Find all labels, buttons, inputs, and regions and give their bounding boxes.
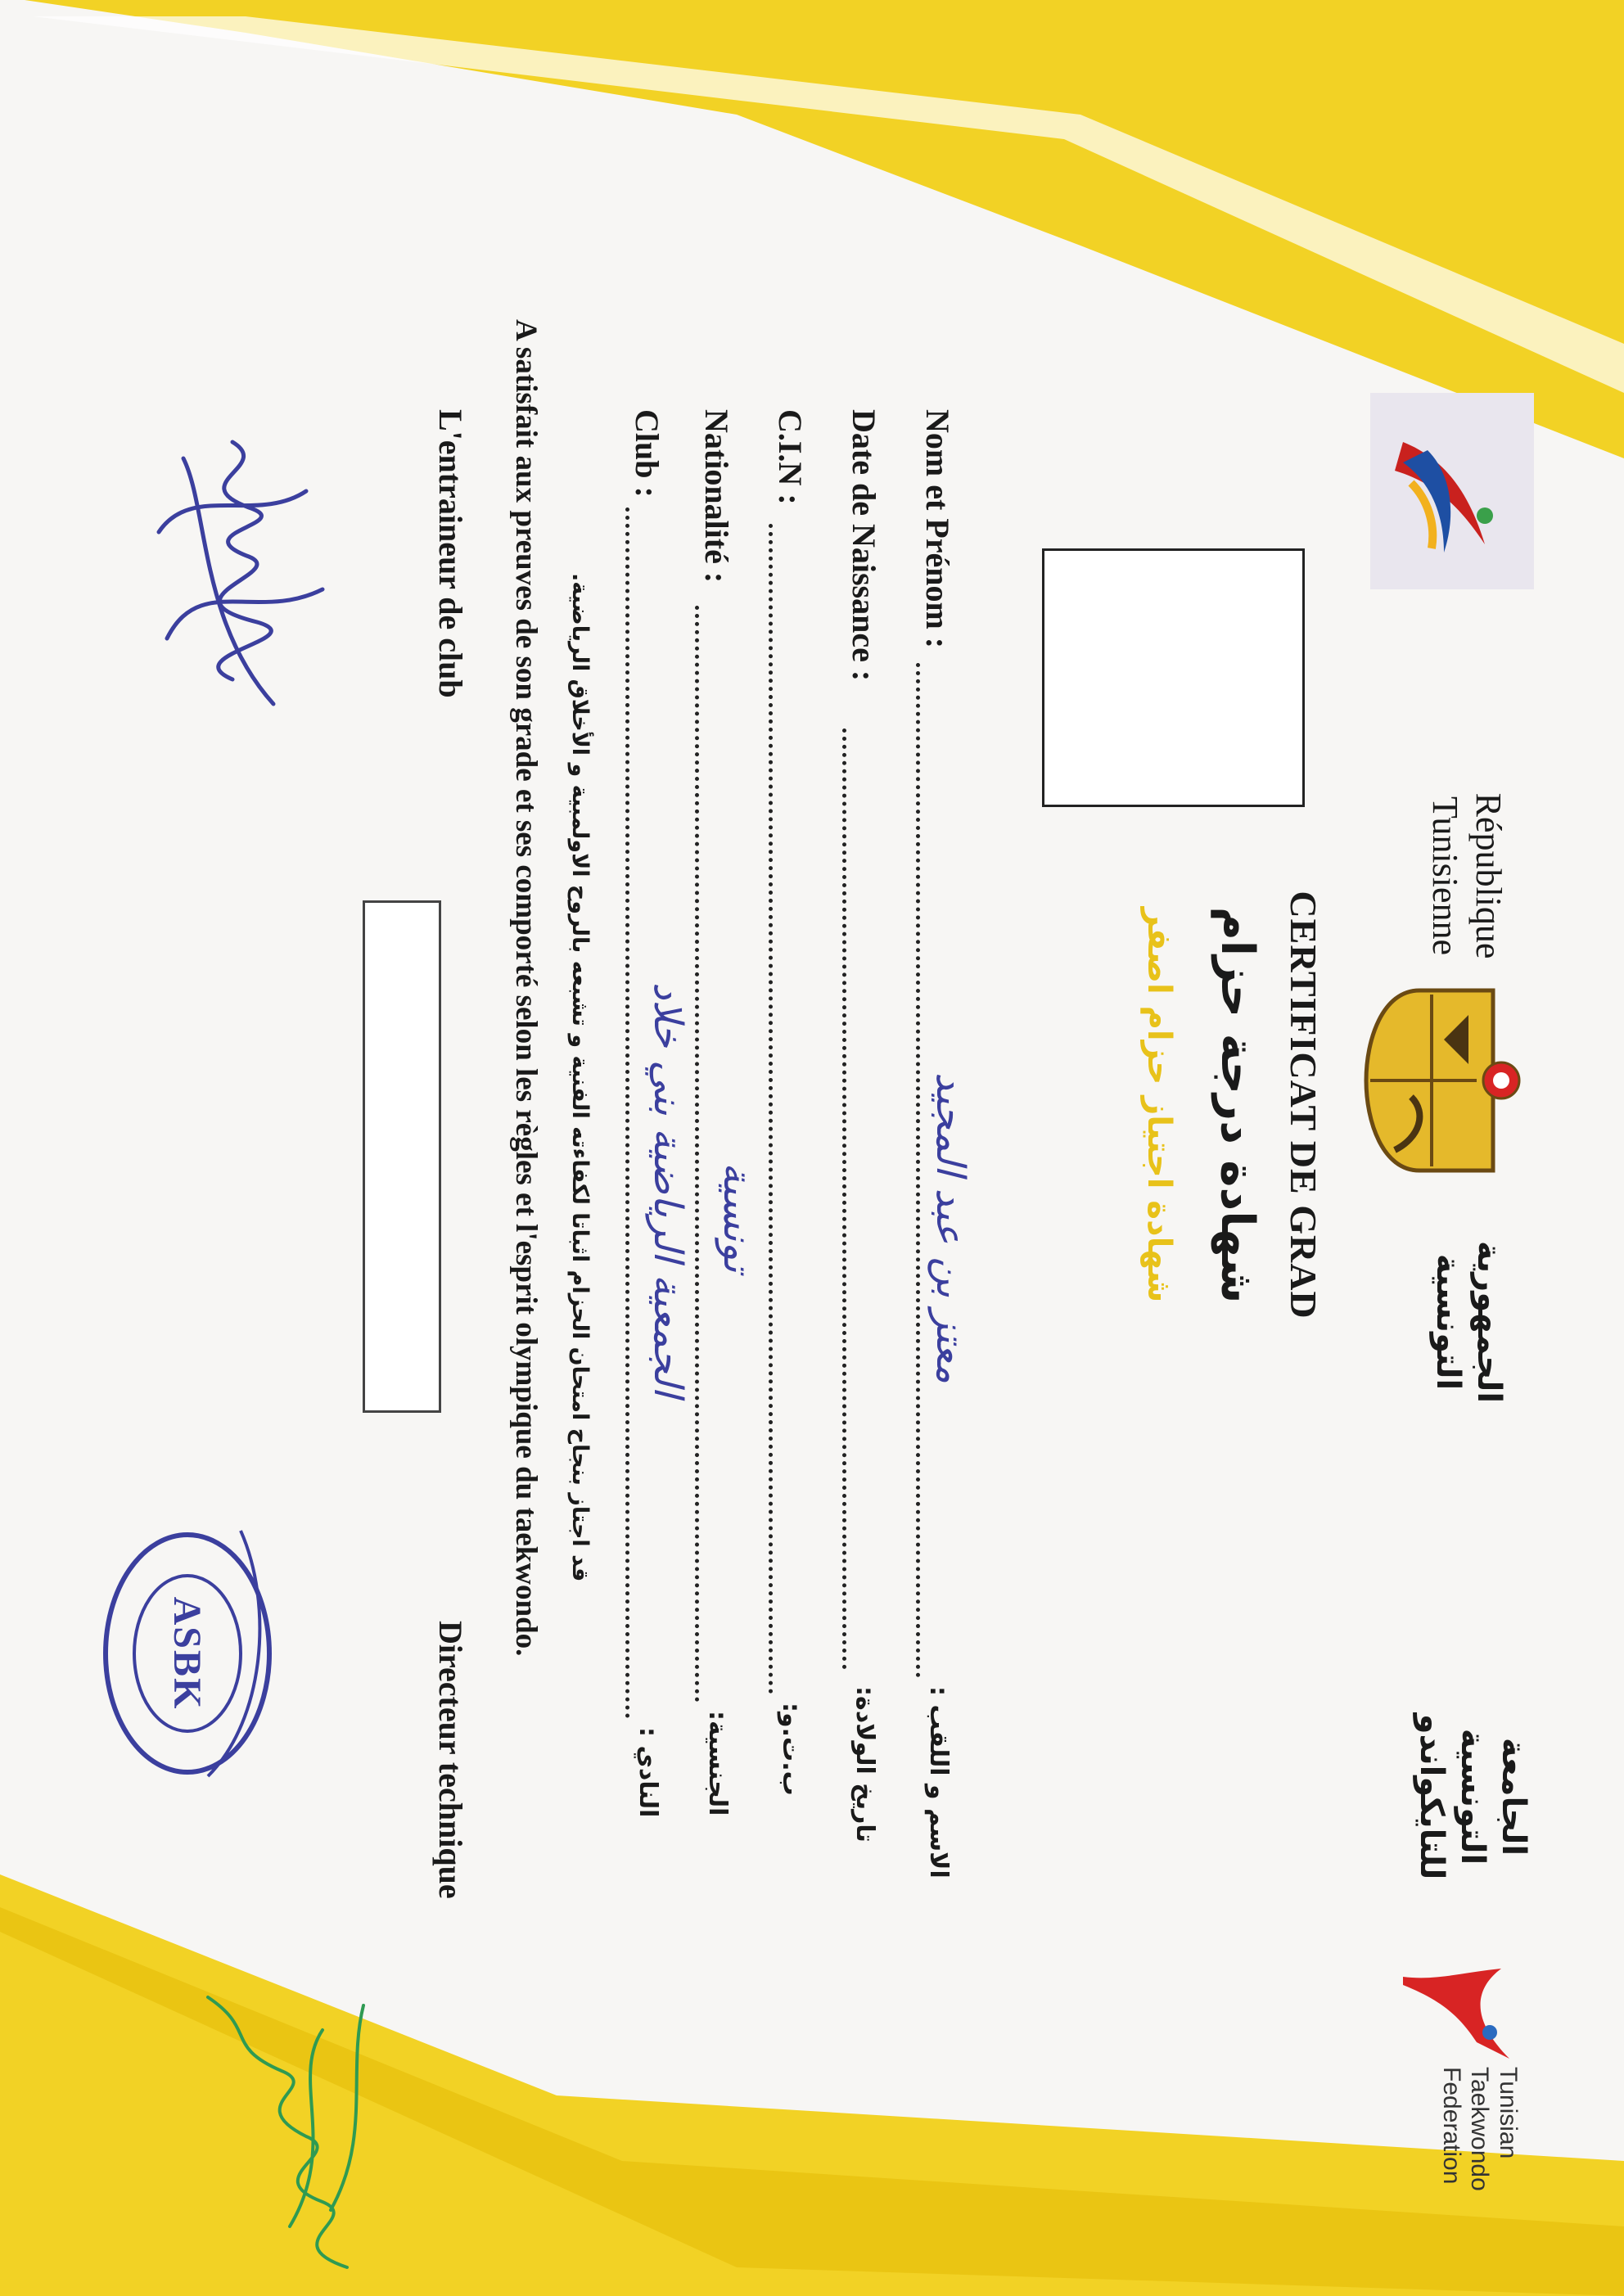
field-dotted-line	[769, 524, 773, 1694]
republic-name-fr	[1423, 769, 1509, 982]
federation-en-line: Federation	[1438, 2067, 1465, 2185]
field-label-ar-birthdate: تاريخ الولادة:	[850, 1686, 879, 1843]
federation-ar-line: الجامعة	[1495, 1737, 1532, 1856]
field-label-birthdate: Date de Naissance :	[846, 409, 882, 682]
world-taekwondo-logo	[1370, 393, 1534, 589]
republic-fr-line: Tunisienne	[1425, 796, 1466, 955]
field-label-name: Nom et Prénom :	[919, 409, 956, 649]
certificate-subtitle-ar: شهادة اجتياز حزام اصفر	[1140, 907, 1178, 1303]
federation-ar-line: للتايكواندو	[1413, 1713, 1450, 1880]
federation-logo	[1395, 1936, 1526, 2067]
statement-fr: A satisfait aux preuves de son grade et ses comporté selon les règles et l'esprit olympique du taekwondo.	[509, 319, 543, 1657]
republic-fr-line: République	[1468, 792, 1509, 959]
republic-name-ar	[1428, 1191, 1509, 1453]
field-label-club: Club :	[629, 409, 665, 498]
club-stamp-text: ASBK	[165, 1596, 209, 1711]
republic-ar-line: التونسية	[1429, 1253, 1467, 1391]
federation-emblem-icon	[1403, 1969, 1509, 2059]
field-label-nationality: Nationalité :	[698, 409, 735, 584]
field-label-ar-name: الاسم و اللقب :	[924, 1686, 953, 1879]
certificate-title-ar: شهادة درجة حزام	[1211, 906, 1264, 1304]
field-label-ar-cin: ب.ت.و:	[777, 1703, 805, 1796]
field-label-ar-nationality: الجنسية:	[703, 1711, 732, 1816]
field-label-cin: C.I.N :	[772, 409, 809, 505]
field-dotted-line	[842, 728, 846, 1670]
signature-label-club-coach: L'entraineur de club	[432, 409, 469, 698]
statement-ar: قد اجتاز بنجاح امتحان الحزام اثباتا لكفاءته الفنية و تشبعه بالروح الاولمبية و الأخلاق الرياضية.	[567, 573, 593, 1582]
tunisia-coat-of-arms	[1362, 974, 1526, 1187]
club-stamp	[93, 1522, 282, 1784]
certificate-title-fr: CERTIFICAT DE GRAD	[1283, 891, 1324, 1319]
federation-name-ar	[1411, 1662, 1534, 1932]
field-value-club: الجمعية الرياضية بني خلاد	[645, 982, 691, 1397]
stamp-placeholder	[363, 900, 441, 1413]
republic-ar-line: الجمهورية	[1470, 1240, 1508, 1404]
field-value-name: معتز بن عبد المجيد	[927, 1072, 973, 1384]
technical-director-signature	[175, 1981, 421, 2292]
field-dotted-line	[625, 507, 629, 1719]
federation-en-line: Taekwondo	[1466, 2067, 1494, 2191]
photo-placeholder	[1042, 548, 1305, 807]
federation-ar-line: التونسية	[1454, 1728, 1491, 1865]
field-label-ar-club: النادي :	[634, 1727, 662, 1818]
field-dotted-line	[695, 606, 699, 1703]
federation-name-en	[1437, 2067, 1522, 2231]
signature-label-technical-director: Directeur technique	[432, 1621, 469, 1899]
field-value-nationality: تونسية	[715, 1162, 760, 1273]
coach-signature	[110, 409, 372, 753]
field-dotted-line	[916, 663, 920, 1678]
federation-en-line: Tunisian	[1495, 2067, 1522, 2159]
